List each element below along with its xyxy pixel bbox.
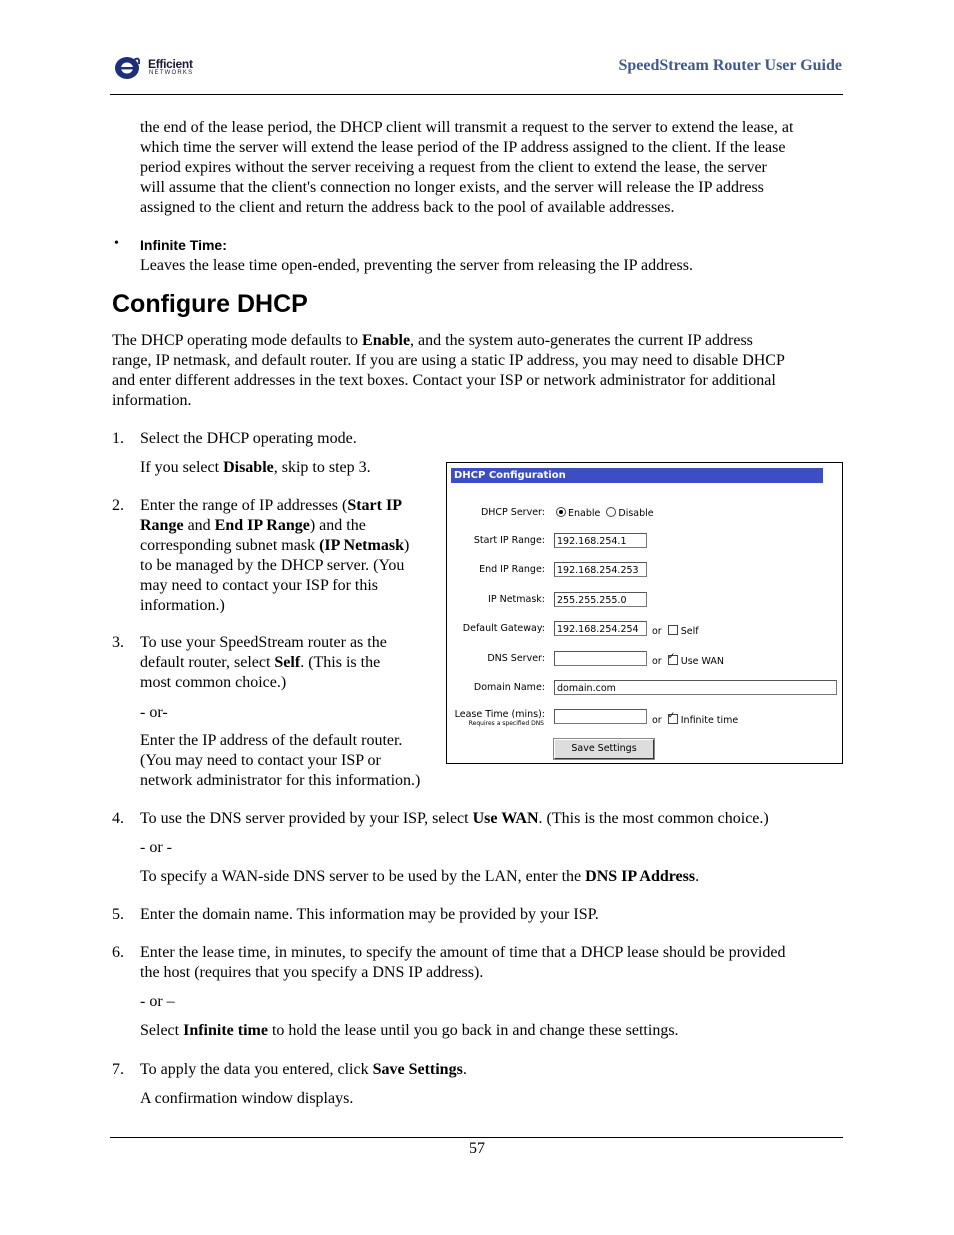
disable-label: Disable [618, 508, 654, 519]
step-3-or: - or- [140, 704, 168, 721]
dhcp-server-label: DHCP Server: [480, 507, 545, 518]
page-number: 57 [469, 1140, 485, 1157]
step-number: 1. [112, 430, 124, 447]
lease-time-input[interactable] [554, 709, 647, 724]
dns-server-label: DNS Server: [487, 653, 545, 664]
lease-time-note: Requires a specified DNS [468, 720, 544, 727]
start-ip-input[interactable]: 192.168.254.1 [554, 533, 647, 548]
bullet-dot: • [114, 236, 119, 251]
section-line: The DHCP operating mode defaults to Enable, and the system auto-generates the current IP address [112, 332, 753, 349]
end-ip-label: End IP Range: [479, 564, 545, 575]
step-1-text: Select the DHCP operating mode. [140, 430, 357, 447]
step-6-line-2: the host (requires that you specify a DNS IP address). [140, 964, 484, 981]
step-4-text: To use the DNS server provided by your ISP, select Use WAN. (This is the most common choice.) [140, 810, 769, 827]
bullet-heading: Infinite Time: [140, 237, 227, 253]
section-line: information. [112, 392, 192, 409]
self-checkbox[interactable] [668, 625, 678, 635]
logo-wordmark: Efficient [148, 57, 193, 71]
step-number: 7. [112, 1061, 124, 1078]
or-text: or [652, 715, 662, 726]
step-3-alt: Enter the IP address of the default router. (You may need to contact your ISP or network administrator for this information.) [140, 732, 421, 789]
section-paragraph [112, 331, 852, 411]
step-7-text: To apply the data you entered, click Save Settings. [140, 1061, 467, 1078]
use-wan-label: Use WAN [680, 656, 724, 667]
infinite-time-checkbox[interactable] [668, 714, 678, 724]
or-text: or [652, 626, 662, 637]
panel-title: DHCP Configuration [451, 468, 823, 483]
section-heading: Configure DHCP [112, 290, 308, 318]
ip-netmask-label: IP Netmask: [488, 594, 545, 605]
step-number: 5. [112, 906, 124, 923]
step-number: 3. [112, 634, 124, 651]
section-line: and enter different addresses in the text boxes. Contact your ISP or network administrator for additional [112, 372, 776, 389]
intro-line: the end of the lease period, the DHCP client will transmit a request to the server to extend the lease, at [140, 119, 794, 136]
start-ip-label: Start IP Range: [473, 535, 545, 546]
step-number: 6. [112, 944, 124, 961]
bullet-text: Leaves the lease time open-ended, preventing the server from releasing the IP address. [140, 257, 693, 274]
infinite-time-option [652, 714, 738, 726]
section-line: range, IP netmask, and default router. If you are using a static IP address, you may need to disable DHCP [112, 352, 785, 369]
efficient-logo-icon [114, 54, 140, 80]
enable-label: Enable [568, 508, 601, 519]
dns-server-input[interactable] [554, 651, 647, 666]
domain-name-label: Domain Name: [473, 682, 545, 693]
intro-line: which time the server will extend the lease period of the IP address assigned to the client. If the lease [140, 139, 786, 156]
step-4-or: - or - [140, 839, 172, 856]
step-number: 4. [112, 810, 124, 827]
dhcp-config-screenshot [446, 462, 843, 764]
header-rule [110, 94, 843, 95]
self-label: Self [680, 626, 699, 637]
step-4-alt: To specify a WAN-side DNS server to be used by the LAN, enter the DNS IP Address. [140, 868, 700, 885]
enable-radio[interactable] [556, 507, 566, 517]
step-6-line-1: Enter the lease time, in minutes, to specify the amount of time that a DHCP lease should be provided [140, 944, 786, 961]
intro-line: will assume that the client's connection no longer exists, and the server will release the IP address [140, 179, 764, 196]
intro-line: assigned to the client and return the address back to the pool of available addresses. [140, 199, 675, 216]
footer-rule [110, 1137, 843, 1138]
intro-paragraph [140, 118, 850, 218]
or-text: or [652, 656, 662, 667]
save-settings-button[interactable]: Save Settings [554, 739, 654, 759]
default-gateway-input[interactable]: 192.168.254.254 [554, 621, 647, 636]
step-2-text: Enter the range of IP addresses (Start IP Range and End IP Range) and the corresponding subnet mask (IP Netmask) to be managed by the DHCP server. (You may need to contact your ISP for this information.) [140, 497, 410, 614]
infinite-time-label: Infinite time [680, 715, 739, 726]
efficient-networks-logo [114, 52, 214, 84]
step-5-text: Enter the domain name. This information may be provided by your ISP. [140, 906, 599, 923]
step-1-note: If you select Disable, skip to step 3. [140, 459, 371, 476]
end-ip-input[interactable]: 192.168.254.253 [554, 562, 647, 577]
step-7-note: A confirmation window displays. [140, 1090, 354, 1107]
step-6-alt: Select Infinite time to hold the lease until you go back in and change these settings. [140, 1022, 679, 1039]
self-option [652, 625, 699, 637]
step-6-or: - or – [140, 993, 175, 1010]
step-number: 2. [112, 497, 124, 514]
logo-subtitle: NETWORKS [149, 70, 194, 76]
use-wan-option [652, 655, 724, 667]
default-gateway-label: Default Gateway: [462, 623, 545, 634]
intro-line: period expires without the server receiving a request from the client to extend the lease, the server [140, 159, 767, 176]
document-title: SpeedStream Router User Guide [618, 57, 842, 74]
lease-time-label: Lease Time (mins): [454, 709, 545, 720]
ip-netmask-input[interactable]: 255.255.255.0 [554, 592, 647, 607]
dhcp-server-radio-group [556, 507, 654, 519]
domain-name-input[interactable]: domain.com [554, 680, 837, 695]
use-wan-checkbox[interactable] [668, 655, 678, 665]
step-3-text: To use your SpeedStream router as the default router, select Self. (This is the most common choice.) [140, 634, 387, 691]
disable-radio[interactable] [606, 507, 616, 517]
